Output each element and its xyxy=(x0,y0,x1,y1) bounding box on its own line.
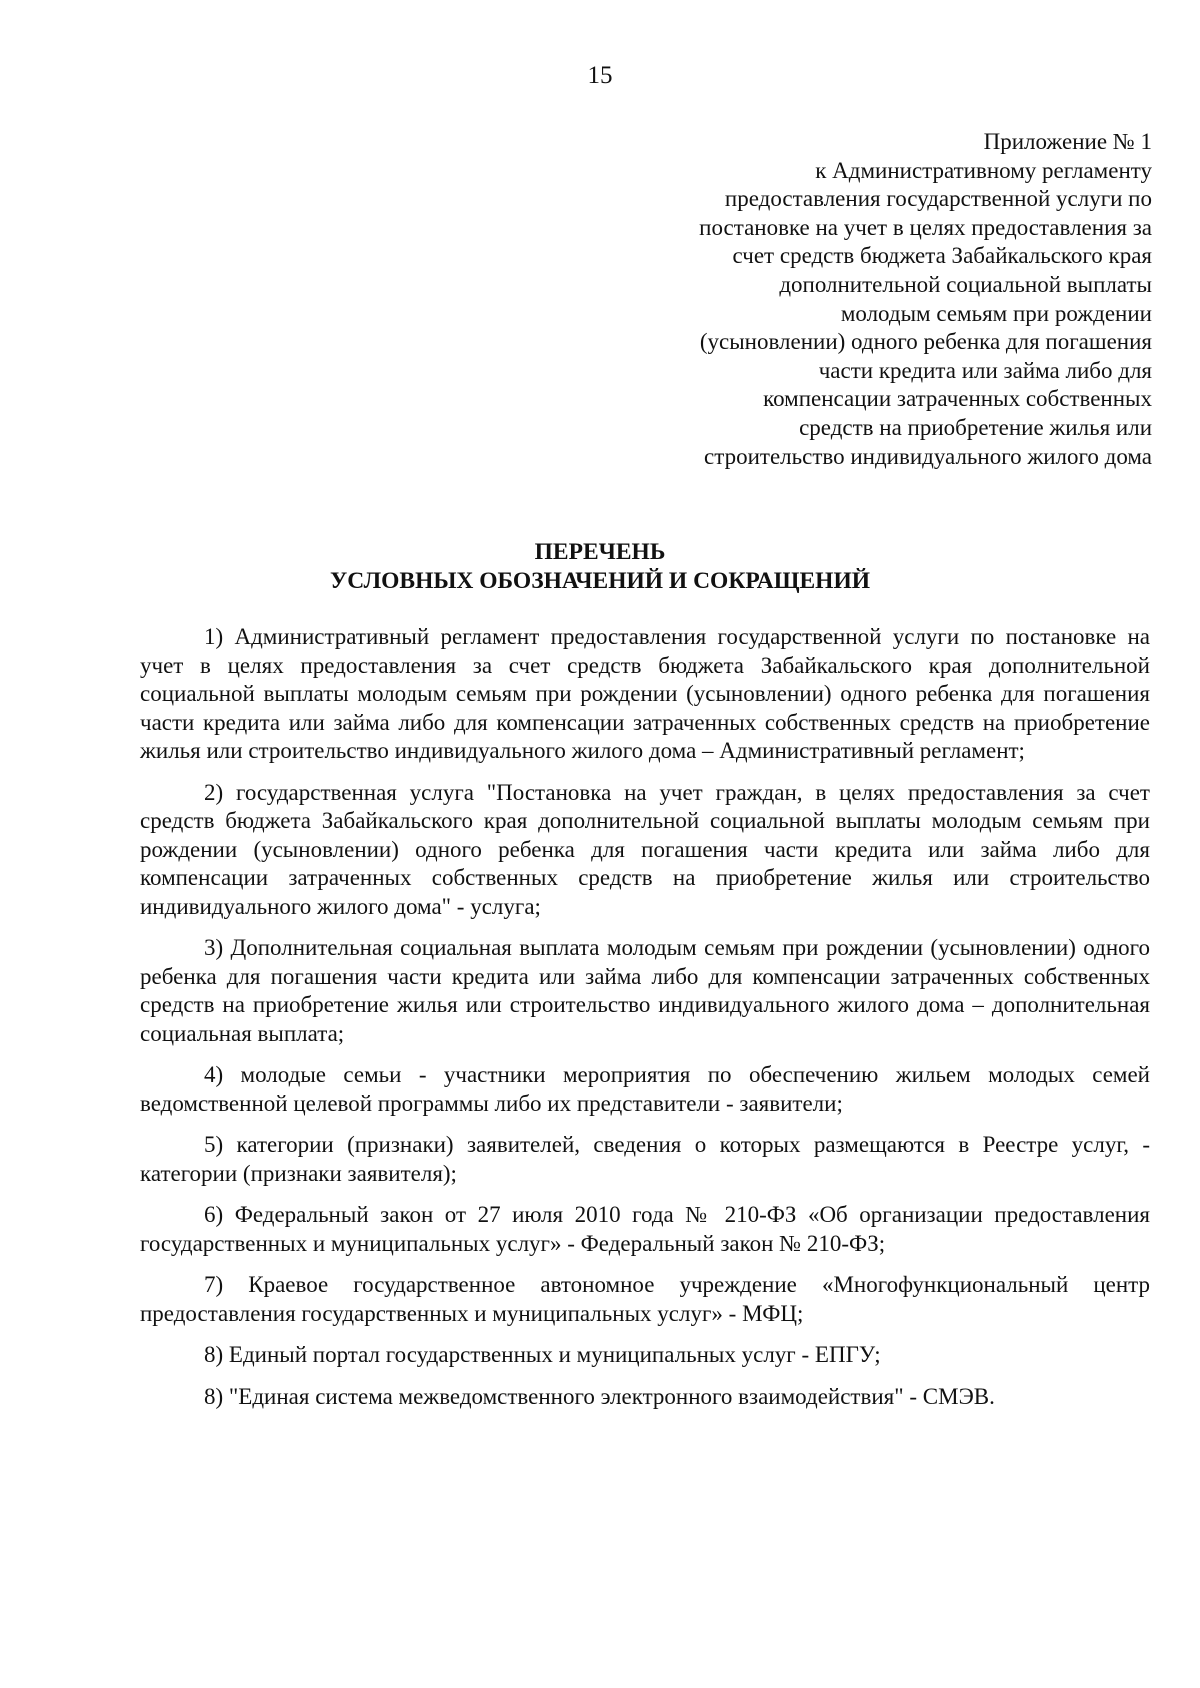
appendix-line: дополнительной социальной выплаты xyxy=(779,271,1152,297)
appendix-line: (усыновлении) одного ребенка для погашения xyxy=(699,329,1152,355)
appendix-line: к Административному регламенту xyxy=(815,157,1152,183)
list-item: 6) Федеральный закон от 27 июля 2010 года № 210-ФЗ «Об организации предоставления государственных и муниципальных услуг» - Федеральный закон № 210-ФЗ; xyxy=(140,1202,1150,1256)
appendix-line: молодым семьям при рождении xyxy=(840,300,1152,326)
list-item: 8) "Единая система межведомственного электронного взаимодействия" - СМЭВ. xyxy=(204,1383,995,1409)
appendix-line: средств на приобретение жилья или xyxy=(799,414,1152,440)
appendix-line: строительство индивидуального жилого дома xyxy=(704,443,1152,469)
list-item: 5) категории (признаки) заявителей, сведения о которых размещаются в Реестре услуг, - категории (признаки заявителя); xyxy=(140,1132,1150,1186)
appendix-line: предоставления государственной услуги по xyxy=(724,186,1152,212)
list-item: 8) Единый портал государственных и муниципальных услуг - ЕПГУ; xyxy=(204,1342,881,1367)
appendix-line: компенсации затраченных собственных xyxy=(763,386,1152,412)
list-item: 3) Дополнительная социальная выплата молодым семьям при рождении (усыновлении) одного ребенка для погашения части кредита или займа либо для компенсации затраченных собственных средств на приобретение жилья или строительство индивидуального жилого дома – дополнительная социальная выплата; xyxy=(140,935,1150,1046)
document-title xyxy=(0,538,1200,596)
list-item: 1) Административный регламент предоставления государственной услуги по постановке на учет в целях предоставления за счет средств бюджета Забайкальского края дополнительной социальной выплаты молодым семьям при рождении (усыновлении) одного ребенка для погашения части кредита или займа либо для компенсации затраченных собственных средств на приобретение жилья или строительство индивидуального жилого дома – Административный регламент; xyxy=(140,624,1150,763)
appendix-line: постановке на учет в целях предоставления за xyxy=(699,214,1152,240)
list-item: 4) молодые семьи - участники мероприятия по обеспечению жильем молодых семей ведомственной целевой программы либо их представители - заявители; xyxy=(140,1062,1150,1116)
appendix-line: Приложение № 1 xyxy=(983,129,1152,154)
title-line-2: УСЛОВНЫХ ОБОЗНАЧЕНИЙ И СОКРАЩЕНИЙ xyxy=(329,568,871,594)
page-number: 15 xyxy=(587,62,613,89)
title-line-1: ПЕРЕЧЕНЬ xyxy=(534,539,666,565)
appendix-line: счет средств бюджета Забайкальского края xyxy=(732,243,1152,269)
list-item: 7) Краевое государственное автономное учреждение «Многофункциональный центр предоставления государственных и муниципальных услуг» - МФЦ; xyxy=(140,1272,1150,1326)
list-item: 2) государственная услуга "Постановка на учет граждан, в целях предоставления за счет средств бюджета Забайкальского края дополнительной социальной выплаты молодым семьям при рождении (усыновлении) одного ребенка для погашения части кредита или займа либо для компенсации затраченных собственных средств на приобретение жилья или строительство индивидуального жилого дома" - услуга; xyxy=(140,779,1150,919)
appendix-header xyxy=(532,128,1152,471)
appendix-line: части кредита или займа либо для xyxy=(818,357,1152,383)
abbreviations-list xyxy=(140,623,1150,1424)
